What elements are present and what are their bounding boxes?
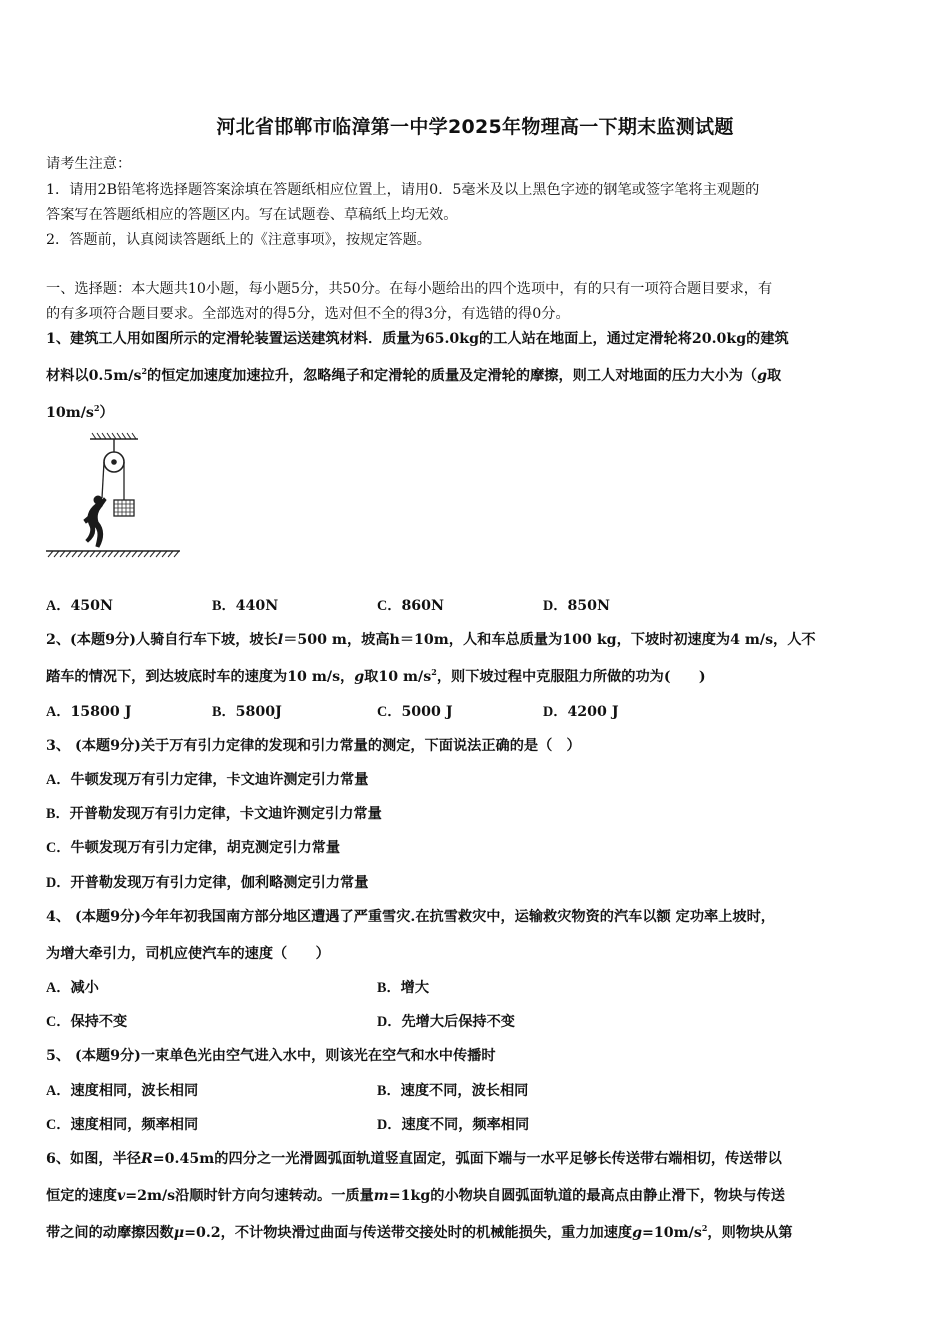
- notice-item-2: 2．答题前，认真阅读答题纸上的《注意事项》，按规定答题。: [46, 232, 431, 248]
- q1-option-c: C．860N: [377, 598, 445, 614]
- q5-option-a: A．速度相同，波长相同: [46, 1083, 199, 1099]
- q2-stem-line-2: 踏车的情况下，到达坡底时车的速度为10 m/s，g取10 $m/s^2$，则下坡过程中克服阻力所做的功为( ): [46, 667, 706, 685]
- q5-option-c: C．速度相同，频率相同: [46, 1117, 199, 1133]
- q3-option-d: D．开普勒发现万有引力定律，伽利略测定引力常量: [46, 875, 369, 891]
- section-intro: 一、选择题：本大题共10小题，每小题5分，共50分。在每小题给出的四个选项中，有的只有一项符合题目要求，有: [46, 281, 773, 297]
- q3-stem: 3、 (本题9分)关于万有引力定律的发现和引力常量的测定，下面说法正确的是（ ）: [46, 738, 581, 754]
- q2-option-c: C．5000 J: [377, 704, 453, 720]
- q5-stem: 5、 (本题9分)一束单色光由空气进入水中，则该光在空气和水中传播时: [46, 1048, 496, 1064]
- section-intro-cont: 的有多项符合题目要求。全部选对的得5分，选对但不全的得3分，有选错的得0分。: [46, 306, 570, 322]
- q4-stem-line-2: 为增大牵引力，司机应使汽车的速度（ ）: [46, 946, 330, 962]
- ground: [46, 551, 180, 557]
- notice-item-1-cont: 答案写在答题纸相应的答题区内。写在试题卷、草稿纸上均无效。: [46, 207, 458, 223]
- q1-stem-line-1: 1、建筑工人用如图所示的定滑轮装置运送建筑材料．质量为65.0kg的工人站在地面上，通过定滑轮将20.0kg的建筑: [46, 331, 789, 347]
- q3-option-c: C．牛顿发现万有引力定律，胡克测定引力常量: [46, 840, 341, 856]
- q4-option-a: A．减小: [46, 980, 99, 996]
- q6-stem-line-3: 带之间的动摩擦因数μ=0.2，不计物块滑过曲面与传送带交接处时的机械能损失，重力加速度$g=10m/s^2$，则物块从第: [46, 1223, 793, 1241]
- q1-option-b: B．440N: [212, 598, 279, 614]
- q1-option-a: A．450N: [46, 598, 114, 614]
- notice-heading: 请考生注意：: [46, 156, 132, 172]
- pulley-wheel: [104, 452, 124, 472]
- q2-option-a: A．15800 J: [46, 704, 132, 720]
- worker-figure: [84, 496, 106, 547]
- q3-option-b: B．开普勒发现万有引力定律，卡文迪许测定引力常量: [46, 806, 382, 822]
- q2-stem-line-1: 2、(本题9分)人骑自行车下坡，坡长l＝500 m，坡高h＝10m，人和车总质量为100 kg，下坡时初速度为4 m/s，人不: [46, 632, 816, 648]
- q4-stem-line-1: 4、 (本题9分)今年年初我国南方部分地区遭遇了严重雪灾.在抗雪救灾中，运输救灾物资的汽车以额 定功率上坡时，: [46, 909, 775, 925]
- q1-option-d: D．850N: [543, 598, 611, 614]
- pulley-figure: [44, 430, 184, 560]
- q6-stem-line-1: 6、如图，半径R=0.45m的四分之一光滑圆弧面轨道竖直固定，弧面下端与一水平足够长传送带右端相切，传送带以: [46, 1151, 782, 1167]
- page-title: 河北省邯郸市临漳第一中学2025年物理高一下期末监测试题: [216, 116, 734, 138]
- q4-option-c: C．保持不变: [46, 1014, 128, 1030]
- q5-option-d: D．速度不同，频率相同: [377, 1117, 530, 1133]
- q5-option-b: B．速度不同，波长相同: [377, 1083, 529, 1099]
- q1-stem-line-2: 材料以$0.5m/s^2$的恒定加速度加速拉升，忽略绳子和定滑轮的质量及定滑轮的摩擦，则工人对地面的压力大小为（g取: [46, 366, 782, 384]
- q4-option-b: B．增大: [377, 980, 430, 996]
- q2-option-d: D．4200 J: [543, 704, 619, 720]
- q1-stem-line-3: $10m/s^2$）: [46, 403, 114, 421]
- ceiling-mount: [90, 433, 138, 452]
- notice-item-1: 1．请用2B铅笔将选择题答案涂填在答题纸相应位置上，请用0．5毫米及以上黑色字迹的钢笔或签字笔将主观题的: [46, 182, 760, 198]
- q2-option-b: B．5800J: [212, 704, 282, 720]
- material-block: [114, 500, 134, 516]
- q6-stem-line-2: 恒定的速度v=2m/s沿顺时针方向匀速转动。一质量m=1kg的小物块自圆弧面轨道的最高点由静止滑下，物块与传送: [46, 1188, 785, 1204]
- q4-option-d: D．先增大后保持不变: [377, 1014, 515, 1030]
- q3-option-a: A．牛顿发现万有引力定律，卡文迪许测定引力常量: [46, 772, 369, 788]
